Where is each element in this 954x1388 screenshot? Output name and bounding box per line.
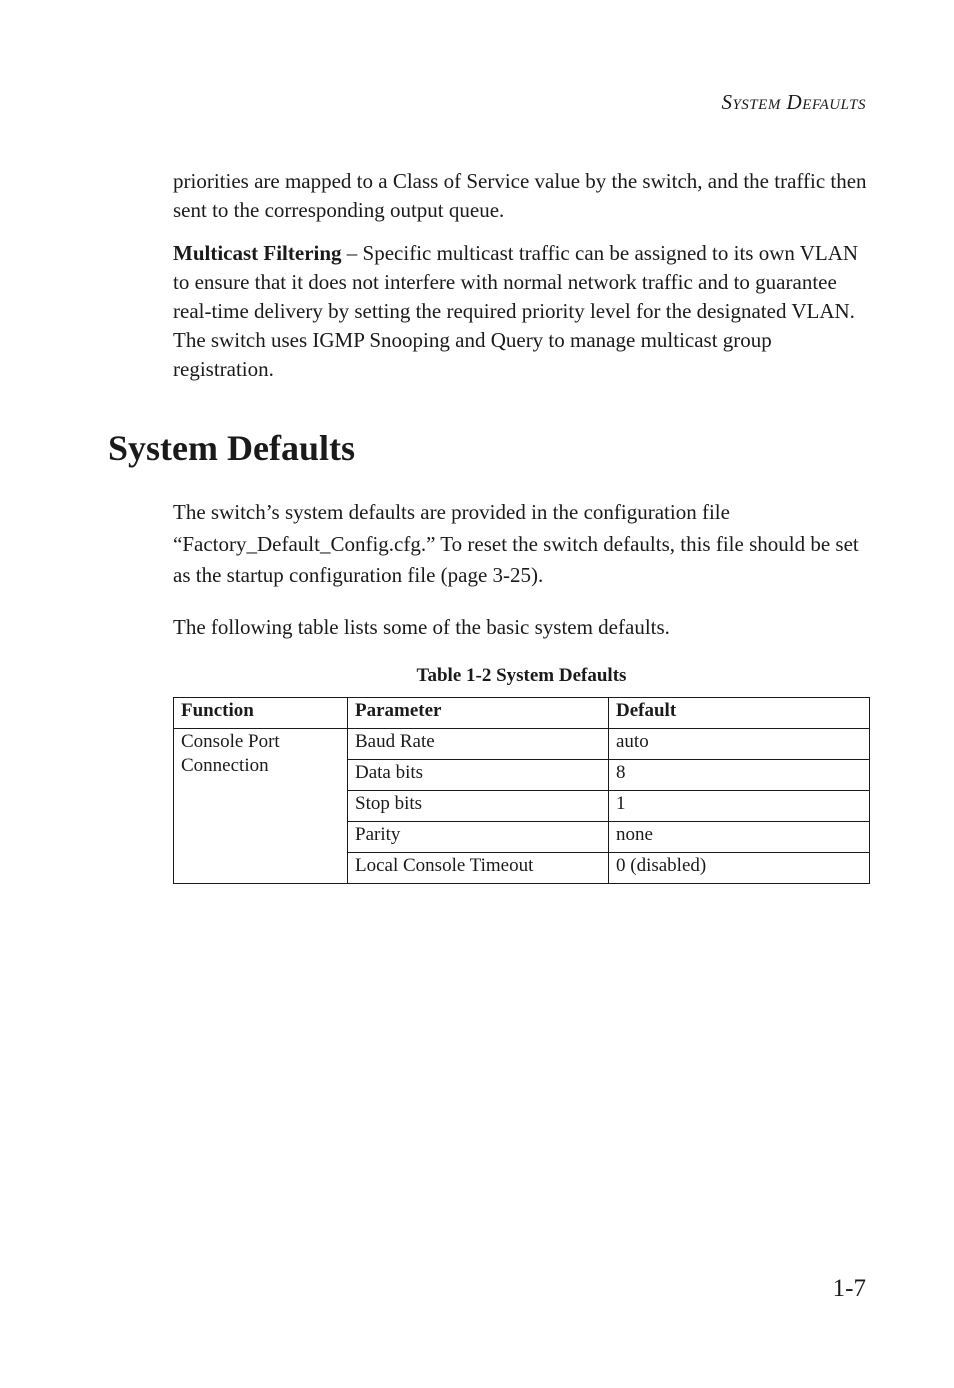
default-cell: auto <box>609 729 870 760</box>
paragraph-multicast-filtering <box>173 239 868 384</box>
header-function: Function <box>174 698 348 729</box>
table-caption: Table 1-2 System Defaults <box>416 665 627 686</box>
paragraph-config-file: The switch’s system defaults are provided in the configuration file “Factory_Default_Config.cfg.” To reset the switch defaults, this file should be set as the startup configuration file (page 3-25). <box>173 500 859 587</box>
default-cell: 0 (disabled) <box>609 853 870 884</box>
default-cell: 1 <box>609 791 870 822</box>
multicast-filtering-term: Multicast Filtering <box>173 241 342 265</box>
header-default: Default <box>609 698 870 729</box>
system-defaults-table <box>173 697 870 884</box>
parameter-cell: Stop bits <box>348 791 609 822</box>
table-header-row <box>174 698 870 729</box>
running-head: System Defaults <box>721 90 866 114</box>
header-parameter: Parameter <box>348 698 609 729</box>
page-number: 1-7 <box>832 1275 866 1302</box>
paragraph-table-intro: The following table lists some of the basic system defaults. <box>173 615 670 639</box>
paragraph-priorities: priorities are mapped to a Class of Service value by the switch, and the traffic then sent to the corresponding output queue. <box>173 169 867 222</box>
default-cell: none <box>609 822 870 853</box>
parameter-cell: Baud Rate <box>348 729 609 760</box>
parameter-cell: Parity <box>348 822 609 853</box>
function-cell: Console Port Connection <box>174 729 348 884</box>
parameter-cell: Data bits <box>348 760 609 791</box>
parameter-cell: Local Console Timeout <box>348 853 609 884</box>
multicast-filtering-description: – Specific multicast traffic can be assigned to its own VLAN to ensure that it does not interfere with normal network traffic and to guarantee real-time delivery by setting the required priority level for the designated VLAN. The switch uses IGMP Snooping and Query to manage multicast group registration. <box>173 241 859 381</box>
section-heading: System Defaults <box>108 428 355 468</box>
default-cell: 8 <box>609 760 870 791</box>
table-row <box>174 729 870 760</box>
